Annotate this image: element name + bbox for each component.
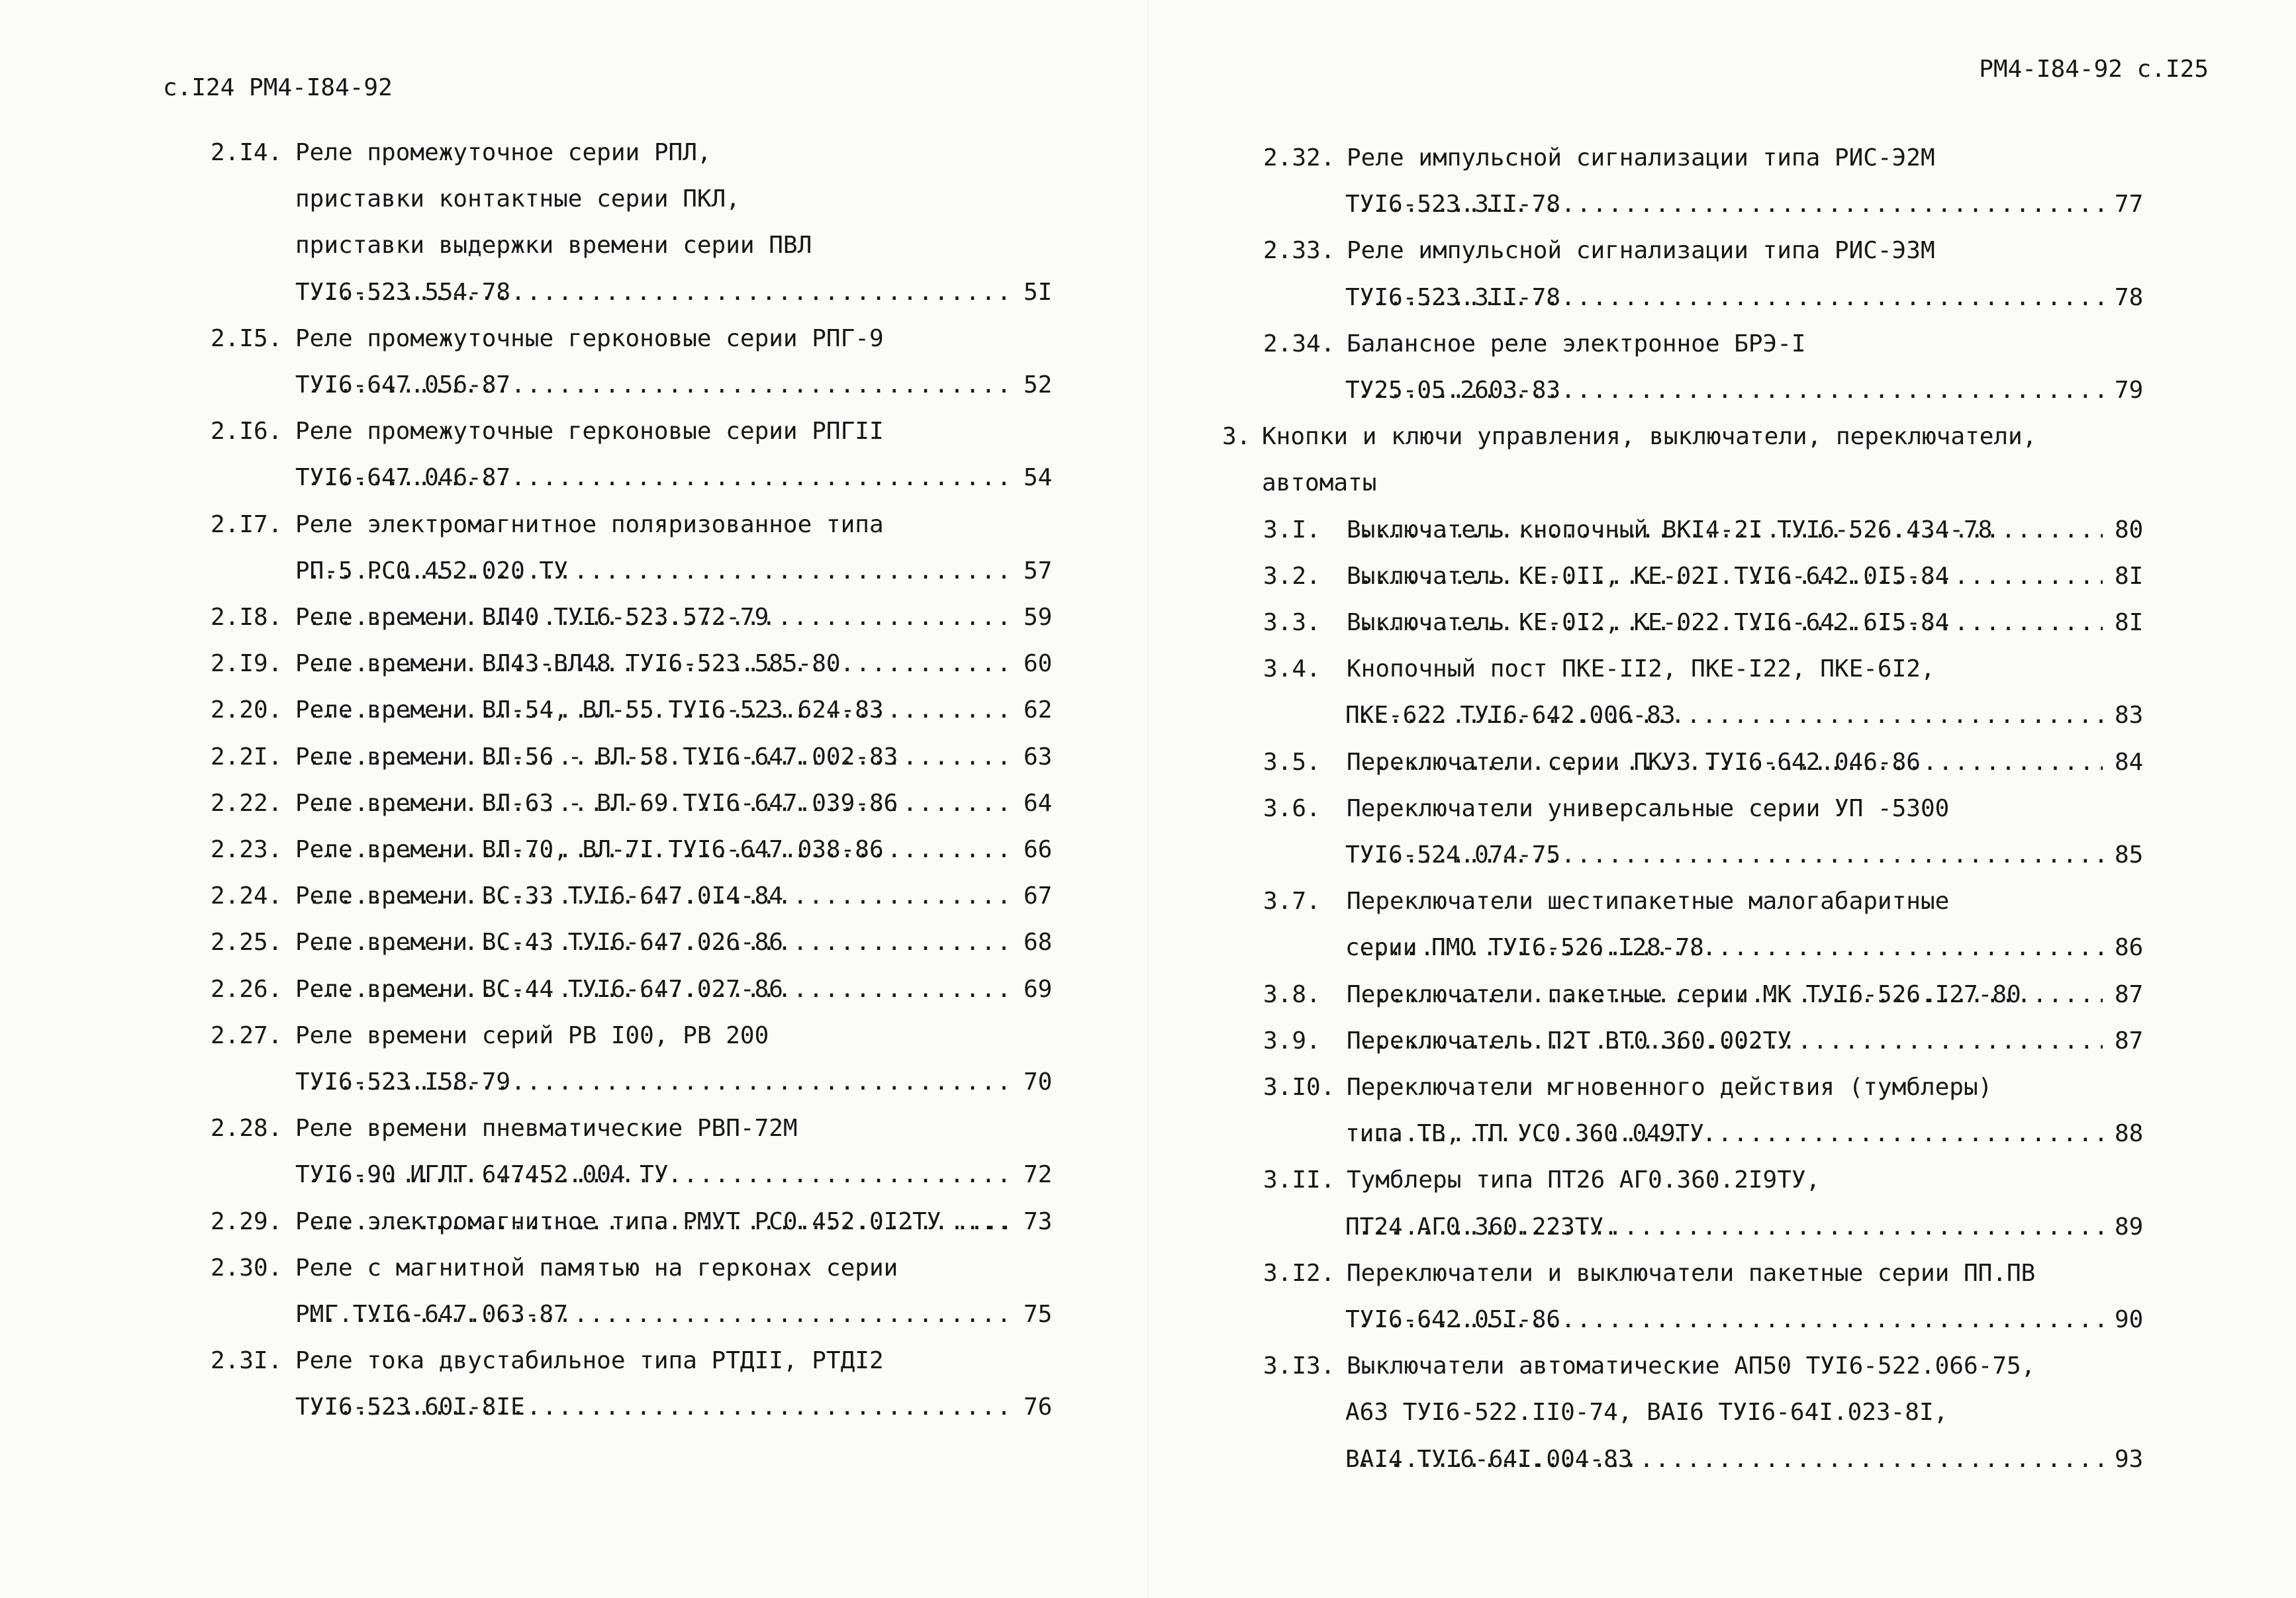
toc-line <box>1148 739 2296 786</box>
toc-line <box>0 316 1148 362</box>
toc-page-number: 70 <box>1024 1068 1053 1096</box>
toc-line <box>1148 832 2296 878</box>
toc-page-number: 93 <box>2115 1445 2144 1473</box>
toc-dot-leader <box>307 362 1012 408</box>
toc-dot-leader <box>307 641 1012 687</box>
toc-dot-leader <box>307 1059 1012 1105</box>
toc-entry-title: Переключатели и выключатели пакетные серии ПП.ПВ <box>1347 1259 2036 1287</box>
toc-entry-title: РП-5 РС0.452.020 ТУ <box>295 557 568 585</box>
toc-line <box>0 827 1148 873</box>
toc-entry-number: 2.I4. <box>211 139 283 166</box>
toc-dot-leader <box>1359 553 2103 600</box>
toc-entry-title: Реле времени ВЛ-70, ВЛ-7I ТУI6-647.038-86 <box>295 836 884 863</box>
toc-entry-number: 2.I9. <box>211 650 283 678</box>
toc-entry-title: ТУI6-647.056-87 <box>295 371 511 399</box>
toc-line <box>0 1105 1148 1152</box>
right-page <box>1148 0 2296 1598</box>
toc-page-number: 72 <box>1024 1161 1053 1189</box>
toc-entry-title: Реле электромагнитное типа РМУТ РС0.452.0I2ТУ .... <box>295 1207 1013 1235</box>
toc-line <box>1148 553 2296 600</box>
toc-entry-number: 2.30. <box>211 1254 283 1282</box>
toc-dot-leader <box>1357 275 2103 321</box>
toc-dot-leader <box>1357 1297 2103 1343</box>
toc-entry-title: Тумблеры типа ПТ26 АГ0.360.2I9ТУ, <box>1347 1166 1821 1194</box>
toc-entry-number: 2.I8. <box>211 604 283 631</box>
toc-page-number: 63 <box>1024 743 1053 771</box>
toc-entry-title: Реле времени ВЛ-54, ВЛ-55 ТУI6-523.624-83 <box>295 696 884 724</box>
toc-entry-number: 2.24. <box>211 882 283 910</box>
toc-line <box>0 1338 1148 1384</box>
toc-line <box>1148 1297 2296 1343</box>
toc-entry-title: ТУI6-523.60I-8IЕ <box>295 1393 525 1421</box>
toc-line <box>0 269 1148 316</box>
toc-entry-number: 2.23. <box>211 836 283 863</box>
toc-dot-leader <box>1357 692 2103 739</box>
toc-entry-title: Выключатель кнопочный ВКI4-2I ТУI6-526.434-78 <box>1347 516 1993 543</box>
toc-line <box>0 594 1148 641</box>
toc-entry-number: 2.25. <box>211 929 283 957</box>
toc-line <box>0 408 1148 455</box>
toc-entry-title: Переключатели шестипакетные малогабаритные <box>1347 888 1950 916</box>
toc-page-number: 59 <box>1024 604 1053 631</box>
toc-entry-title: Кнопки и ключи управления, выключатели, переключатели, <box>1262 423 2037 451</box>
toc-dot-leader <box>307 269 1012 316</box>
toc-entry-title: Балансное реле электронное БРЭ-I <box>1347 330 1806 357</box>
toc-entry-title: ТУI6-647.046-87 <box>295 464 511 492</box>
toc-dot-leader <box>307 1199 1012 1245</box>
toc-line <box>0 966 1148 1013</box>
toc-entry-title: Реле времени ВЛ-56 - ВЛ-58 ТУI6-647.002-83 <box>295 743 898 771</box>
toc-page-number: 88 <box>2115 1120 2144 1148</box>
toc-line <box>1148 972 2296 1018</box>
toc-line <box>0 641 1148 687</box>
toc-page-number: 89 <box>2115 1213 2144 1241</box>
toc-line <box>1148 507 2296 553</box>
toc-entry-number: 2.26. <box>211 975 283 1003</box>
toc-line <box>0 780 1148 827</box>
toc-line <box>0 548 1148 594</box>
toc-entry-title: ТУI6-523.3II-78 <box>1345 191 1561 218</box>
toc-page-number: 80 <box>2115 516 2144 543</box>
toc-entry-number: 2.33. <box>1263 237 1335 265</box>
toc-entry-number: 3.7. <box>1263 888 1321 916</box>
toc-entry-title: ТУI6-523.I58-79 <box>295 1068 511 1096</box>
toc-entry-number: 2.29. <box>211 1207 283 1235</box>
toc-entry-title: Выключатель КЕ-0II, КЕ-02I ТУI6-642.0I5-84 <box>1347 562 1950 590</box>
toc-dot-leader <box>1357 832 2103 878</box>
toc-line <box>1148 181 2296 228</box>
toc-line <box>1148 367 2296 414</box>
toc-line <box>0 502 1148 548</box>
toc-page-number: 87 <box>2115 980 2144 1008</box>
toc-line <box>1148 321 2296 367</box>
toc-page-number: 52 <box>1024 371 1053 399</box>
toc-entry-number: 3.II. <box>1263 1166 1335 1194</box>
toc-page-number: 8I <box>2115 609 2144 636</box>
toc-page-number: 64 <box>1024 789 1053 817</box>
toc-dot-leader <box>307 594 1012 641</box>
toc-dot-leader <box>307 873 1012 919</box>
toc-line <box>1148 135 2296 181</box>
toc-dot-leader <box>1357 367 2103 414</box>
toc-entry-title: типа ТВ, ТП УС0.360.049ТУ <box>1345 1120 1704 1148</box>
toc-entry-number: 3.9. <box>1263 1027 1321 1055</box>
toc-entry-number: 2.I6. <box>211 418 283 446</box>
toc-line <box>1148 1157 2296 1203</box>
toc-line <box>0 1292 1148 1338</box>
toc-line <box>1148 786 2296 832</box>
toc-line <box>1148 692 2296 739</box>
toc-entry-title: Переключатели мгновенного действия (тумблеры) <box>1347 1074 1993 1101</box>
toc-dot-leader <box>307 966 1012 1013</box>
toc-entry-title: Реле импульсной сигнализации типа РИС-Э2М <box>1347 144 1935 171</box>
toc-entry-number: 2.22. <box>211 789 283 817</box>
toc-dot-leader <box>307 780 1012 827</box>
toc-entry-title: ТУI6-524.074-75 <box>1345 841 1561 869</box>
toc-dot-leader <box>1357 181 2103 228</box>
toc-entry-title: РМГ ТУI6-647.063-87 <box>295 1301 568 1328</box>
toc-line <box>0 1384 1148 1431</box>
toc-dot-leader <box>1357 1436 2103 1483</box>
toc-entry-title: Реле электромагнитное поляризованное типа <box>295 510 884 538</box>
toc-dot-leader <box>1357 1204 2103 1250</box>
toc-entry-title: Реле с магнитной памятью на герконах серии <box>295 1254 898 1282</box>
toc-line <box>0 734 1148 780</box>
toc-dot-leader <box>1359 507 2103 553</box>
toc-line <box>1148 1064 2296 1111</box>
toc-entry-title: автоматы <box>1262 469 1377 497</box>
toc-entry-number: 3.4. <box>1263 655 1321 683</box>
toc-dot-leader <box>1359 739 2103 786</box>
toc-entry-title: ТУI6-642.05I-86 <box>1345 1306 1561 1333</box>
toc-line <box>0 687 1148 733</box>
toc-line <box>1148 925 2296 971</box>
toc-entry-title: Реле времени пневматические РВП-72М <box>295 1115 798 1143</box>
toc-entry-title: Выключатель КЕ-0I2, КЕ-022 ТУI6-642.6I5-84 <box>1347 609 1950 636</box>
toc-entry-number: 3.I0. <box>1263 1074 1335 1101</box>
toc-page-number: 54 <box>1024 464 1053 492</box>
toc-dot-leader <box>307 1152 1012 1198</box>
toc-entry-number: 2.32. <box>1263 144 1335 171</box>
toc-page-number: 69 <box>1024 975 1053 1003</box>
toc-entry-number: 3. <box>1222 423 1251 451</box>
toc-dot-leader <box>307 1292 1012 1338</box>
toc-line <box>1148 460 2296 506</box>
toc-page-number: 60 <box>1024 650 1053 678</box>
toc-entry-title: ТУ25-05.2603-83 <box>1345 377 1561 404</box>
toc-line <box>1148 646 2296 692</box>
toc-line <box>1148 1343 2296 1389</box>
toc-dot-leader <box>307 455 1012 501</box>
toc-dot-leader <box>1357 925 2103 971</box>
toc-page-number: 79 <box>2115 377 2144 404</box>
toc-entry-title: ТУI6-523.3II-78 <box>1345 283 1561 311</box>
toc-entry-title: Реле времени ВЛ43-ВЛ48 ТУI6-523.585-80 <box>295 650 841 678</box>
toc-entry-title: Реле времени ВС-44 ТУI6-647.027-86 <box>295 975 783 1003</box>
toc-page-number: 67 <box>1024 882 1053 910</box>
toc-entry-number: 3.I. <box>1263 516 1321 543</box>
toc-entry-title: А63 ТУI6-522.II0-74, ВАI6 ТУI6-64I.023-8I, <box>1345 1399 1948 1427</box>
toc-entry-number: 2.3I. <box>211 1347 283 1375</box>
toc-entry-title: Переключатели универсальные серии УП -5300 <box>1347 794 1950 822</box>
toc-line <box>1148 275 2296 321</box>
toc-line <box>1148 414 2296 460</box>
toc-line <box>1148 1389 2296 1436</box>
toc-entry-number: 3.8. <box>1263 980 1321 1008</box>
toc-entry-number: 2.20. <box>211 696 283 724</box>
toc-dot-leader <box>307 827 1012 873</box>
toc-page-number: 87 <box>2115 1027 2144 1055</box>
toc-page-number: 57 <box>1024 557 1053 585</box>
toc-line <box>0 455 1148 501</box>
toc-dot-leader <box>1359 1018 2103 1064</box>
toc-page-number: 76 <box>1024 1393 1053 1421</box>
toc-page-number: 66 <box>1024 836 1053 863</box>
toc-page-number: 62 <box>1024 696 1053 724</box>
toc-line <box>0 919 1148 966</box>
toc-entry-title: Переключатели серии ПКУЗ ТУI6-642.046-86 <box>1347 748 1921 776</box>
toc-entry-number: 2.I5. <box>211 324 283 352</box>
toc-page-number: 8I <box>2115 562 2144 590</box>
toc-entry-title: Реле времени серий РВ I00, РВ 200 <box>295 1021 769 1049</box>
toc-page-number: 73 <box>1024 1207 1053 1235</box>
toc-line <box>1148 1111 2296 1157</box>
toc-line <box>0 130 1148 176</box>
toc-page-number: 75 <box>1024 1301 1053 1328</box>
toc-page-number: 5I <box>1024 278 1053 306</box>
toc-page-number: 84 <box>2115 748 2144 776</box>
toc-line <box>0 176 1148 222</box>
toc-line <box>0 873 1148 919</box>
toc-dot-leader <box>307 548 1012 594</box>
toc-line <box>1148 600 2296 646</box>
toc-dot-leader <box>307 1384 1012 1431</box>
toc-page-number: 83 <box>2115 702 2144 729</box>
toc-entry-title: ПКЕ-622 ТУI6-642.006-83 <box>1345 702 1676 729</box>
toc-entry-title: приставки выдержки времени серии ПВЛ <box>295 232 812 259</box>
toc-entry-number: 2.I7. <box>211 510 283 538</box>
toc-entry-number: 2.28. <box>211 1115 283 1143</box>
toc-entry-title: ПТ24 АГ0.360.223ТУ. <box>1345 1213 1618 1241</box>
toc-line <box>0 362 1148 408</box>
toc-entry-title: серии ПМО ТУI6-526.I28-78 <box>1345 934 1704 962</box>
toc-entry-title: ВАI4 ТУI6-64I.004-83 <box>1345 1445 1633 1473</box>
toc-line <box>1148 1436 2296 1483</box>
toc-line <box>0 1245 1148 1292</box>
toc-line <box>1148 878 2296 925</box>
toc-entry-title: Выключатели автоматические АП50 ТУI6-522.066-75, <box>1347 1352 2036 1380</box>
toc-entry-title: ТУI6-523.554-78 <box>295 278 511 306</box>
toc-entry-title: Реле времени ВЛ-63 - ВЛ-69 ТУI6-647.039-86 <box>295 789 898 817</box>
toc-entry-title: Переключатели пакетные серии МК ТУI6-526.I27-80 <box>1347 980 2021 1008</box>
toc-entry-number: 3.I3. <box>1263 1352 1335 1380</box>
toc-dot-leader <box>1359 972 2103 1018</box>
toc-entry-title: Реле импульсной сигнализации типа РИС-Э3М <box>1347 237 1935 265</box>
toc-page-number: 85 <box>2115 841 2144 869</box>
toc-entry-number: 2.34. <box>1263 330 1335 357</box>
toc-entry-title: Реле промежуточные герконовые серии РПГ-9 <box>295 324 884 352</box>
toc-dot-leader <box>1359 600 2103 646</box>
toc-line <box>1148 1204 2296 1250</box>
toc-entry-number: 3.5. <box>1263 748 1321 776</box>
toc-entry-number: 3.3. <box>1263 609 1321 636</box>
toc-dot-leader <box>1357 1111 2103 1157</box>
toc-entry-title: Реле промежуточные герконовые серии РПГII <box>295 418 884 446</box>
toc-page-number: 78 <box>2115 283 2144 311</box>
toc-line <box>0 222 1148 269</box>
toc-entry-title: Реле тока двустабильное типа РТДII, РТДI2 <box>295 1347 884 1375</box>
toc-page-number: 77 <box>2115 191 2144 218</box>
toc-dot-leader <box>307 919 1012 966</box>
toc-entry-title: Реле времени ВС-33 ТУI6-647.0I4-84 <box>295 882 783 910</box>
toc-entry-title: Реле времени ВЛ40 ТУI6-523.572-79 <box>295 604 769 631</box>
toc-line <box>0 1013 1148 1059</box>
toc-line <box>1148 1018 2296 1064</box>
toc-entry-number: 3.6. <box>1263 794 1321 822</box>
toc-entry-number: 3.I2. <box>1263 1259 1335 1287</box>
toc-entry-title: Переключатель П2Т ВТ0.360.002ТУ <box>1347 1027 1792 1055</box>
toc-line <box>1148 228 2296 274</box>
toc-dot-leader <box>307 687 1012 733</box>
toc-dot-leader <box>307 734 1012 780</box>
toc-entry-number: 2.27. <box>211 1021 283 1049</box>
toc-entry-number: 3.2. <box>1263 562 1321 590</box>
toc-line <box>0 1199 1148 1245</box>
toc-entry-title: приставки контактные серии ПКЛ, <box>295 185 740 213</box>
toc-entry-title: Реле промежуточное серии РПЛ, <box>295 139 712 166</box>
toc-line <box>0 1152 1148 1198</box>
toc-page-number: 68 <box>1024 929 1053 957</box>
toc-entry-number: 2.2I. <box>211 743 283 771</box>
toc-page-number: 90 <box>2115 1306 2144 1333</box>
toc-line <box>0 1059 1148 1105</box>
toc-page-number: 86 <box>2115 934 2144 962</box>
right-page-header: РМ4-I84-92 с.I25 <box>1979 56 2209 83</box>
toc-entry-title: Кнопочный пост ПКЕ-II2, ПКЕ-I22, ПКЕ-6I2, <box>1347 655 1935 683</box>
toc-entry-title: ТУI6-90 ИГЛТ 647452.004 ТУ <box>295 1161 669 1189</box>
toc-line <box>1148 1250 2296 1297</box>
left-page-header: с.I24 РМ4-I84-92 <box>163 74 393 101</box>
toc-entry-title: Реле времени ВС-43 ТУI6-647.026-86 <box>295 929 783 957</box>
